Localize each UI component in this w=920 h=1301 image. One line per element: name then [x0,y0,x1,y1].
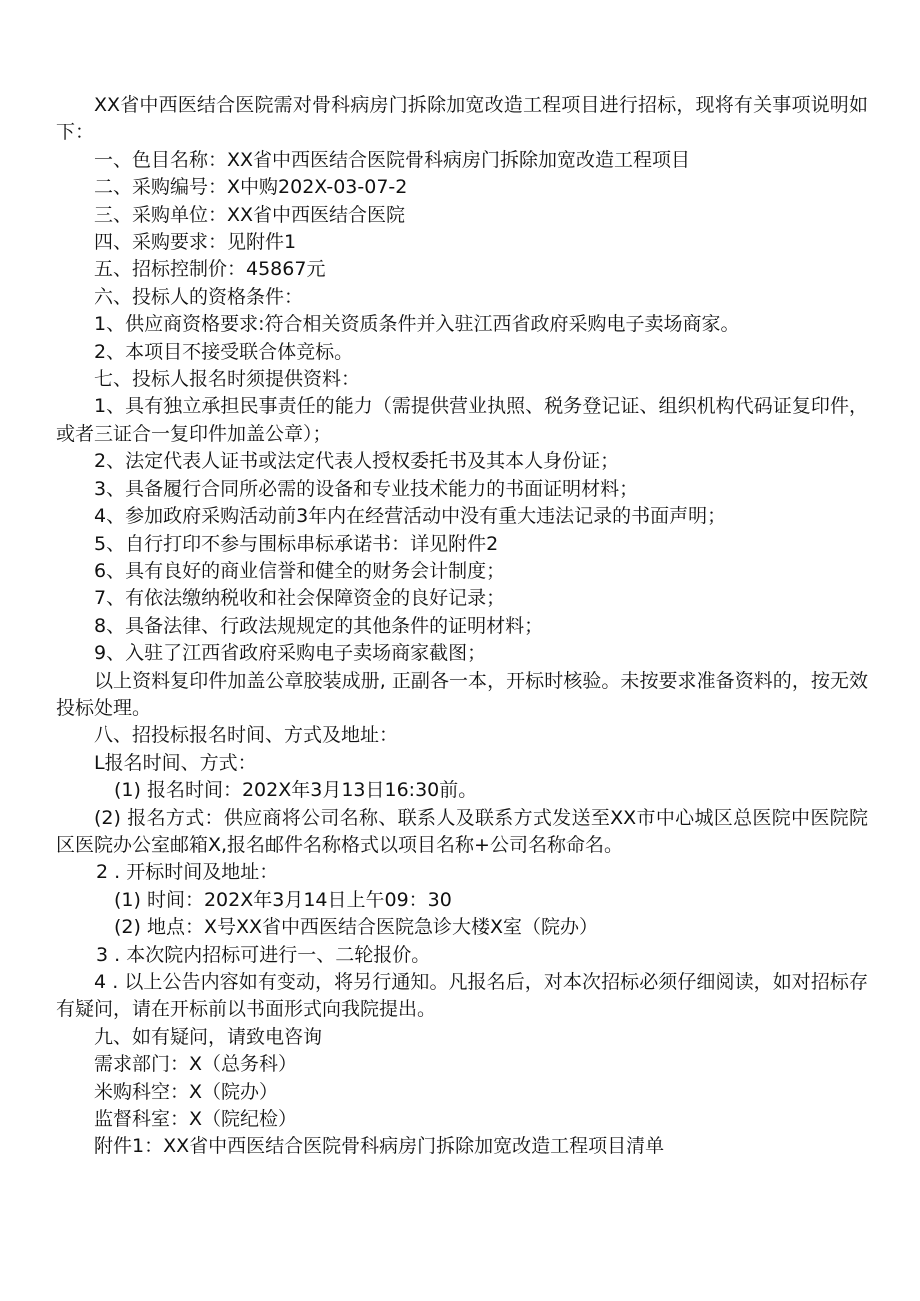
text-line: 2 . 开标时间及地址： [96,861,279,884]
text-line: 6、具有良好的商业信誉和健全的财务会计制度； [94,559,506,582]
text-line: 5、自行打印不参与围标串标承诺书：详见附件2 [94,532,499,555]
text-line: 监督科室：X（院纪检） [94,1108,298,1131]
text-line: 4、参加政府采购活动前3年内在经营活动中没有重大违法记录的书面声明； [94,505,727,528]
text-line: 需求部门：X（总务科） [94,1053,298,1076]
text-line: 七、投标人报名时须提供资料： [94,368,361,391]
text-line: 3 . 本次院内招标可进行一、二轮报价。 [96,943,431,966]
text-line: 二、采购编号：X中购202X-03-07-2 [94,176,408,199]
text-line: 五、招标控制价：45867元 [94,258,326,281]
text-line: 米购科空：X（院办） [94,1080,279,1103]
text-line: 六、投标人的资格条件： [94,285,304,308]
text-line: (1) 报名时间：202X年3月13日16:30前。 [114,779,478,802]
text-line: 2、本项目不接受联合体竞标。 [94,340,354,363]
text-line: 4 . 以上公告内容如有变动，将另行通知。凡报名后，对本次招标必须仔细阅读，如对招标存有疑问，请在开标前以书面形式向我院提出。 [56,971,868,1021]
text-line: 四、采购要求：见附件1 [94,231,297,254]
text-line: 一、色目名称：XX省中西医结合医院骨科病房门拆除加宽改造工程项目 [94,148,691,171]
announcement-body [56,92,868,1161]
text-line: 三、采购单位：XX省中西医结合医院 [94,203,406,226]
text-line: L报名时间、方式： [94,751,257,774]
text-line: 3、具备履行合同所必需的设备和专业技术能力的书面证明材料； [94,477,639,500]
text-line: (1) 时间：202X年3月14日上午09：30 [114,888,452,911]
text-line: 以上资料复印件加盖公章胶装成册, 正副各一本，开标时核验。未按要求准备资料的，按无效投标处理。 [56,669,868,719]
text-line: 1、供应商资格要求:符合相关资质条件并入驻江西省政府采购电子卖场商家。 [94,313,740,336]
text-line: XX省中西医结合医院需对骨科病房门拆除加宽改造工程项目进行招标，现将有关事项说明如下： [56,94,868,144]
text-line: (2) 地点：X号XX省中西医结合医院急诊大楼X室（院办） [114,916,599,939]
text-line: 9、入驻了江西省政府采购电子卖场商家截图； [94,642,487,665]
text-line: 7、有依法缴纳税收和社会保障资金的良好记录； [94,587,506,610]
text-line: 附件1：XX省中西医结合医院骨科病房门拆除加宽改造工程项目清单 [94,1135,665,1158]
text-line: 八、招投标报名时间、方式及地址： [94,724,399,747]
text-line: 2、法定代表人证书或法定代表人授权委托书及其本人身份证； [94,450,620,473]
text-line: (2) 报名方式：供应商将公司名称、联系人及联系方式发送至XX市中心城区总医院中医院院区医院办公室邮箱X,报名邮件名称格式以项目名称+公司名称命名。 [56,806,868,856]
text-line: 1、具有独立承担民事责任的能力（需提供营业执照、税务登记证、组织机构代码证复印件，或者三证合一复印件加盖公章）； [56,395,868,445]
text-line: 8、具备法律、行政法规规定的其他条件的证明材料； [94,614,544,637]
text-line: 九、如有疑问，请致电咨询 [94,1025,323,1048]
